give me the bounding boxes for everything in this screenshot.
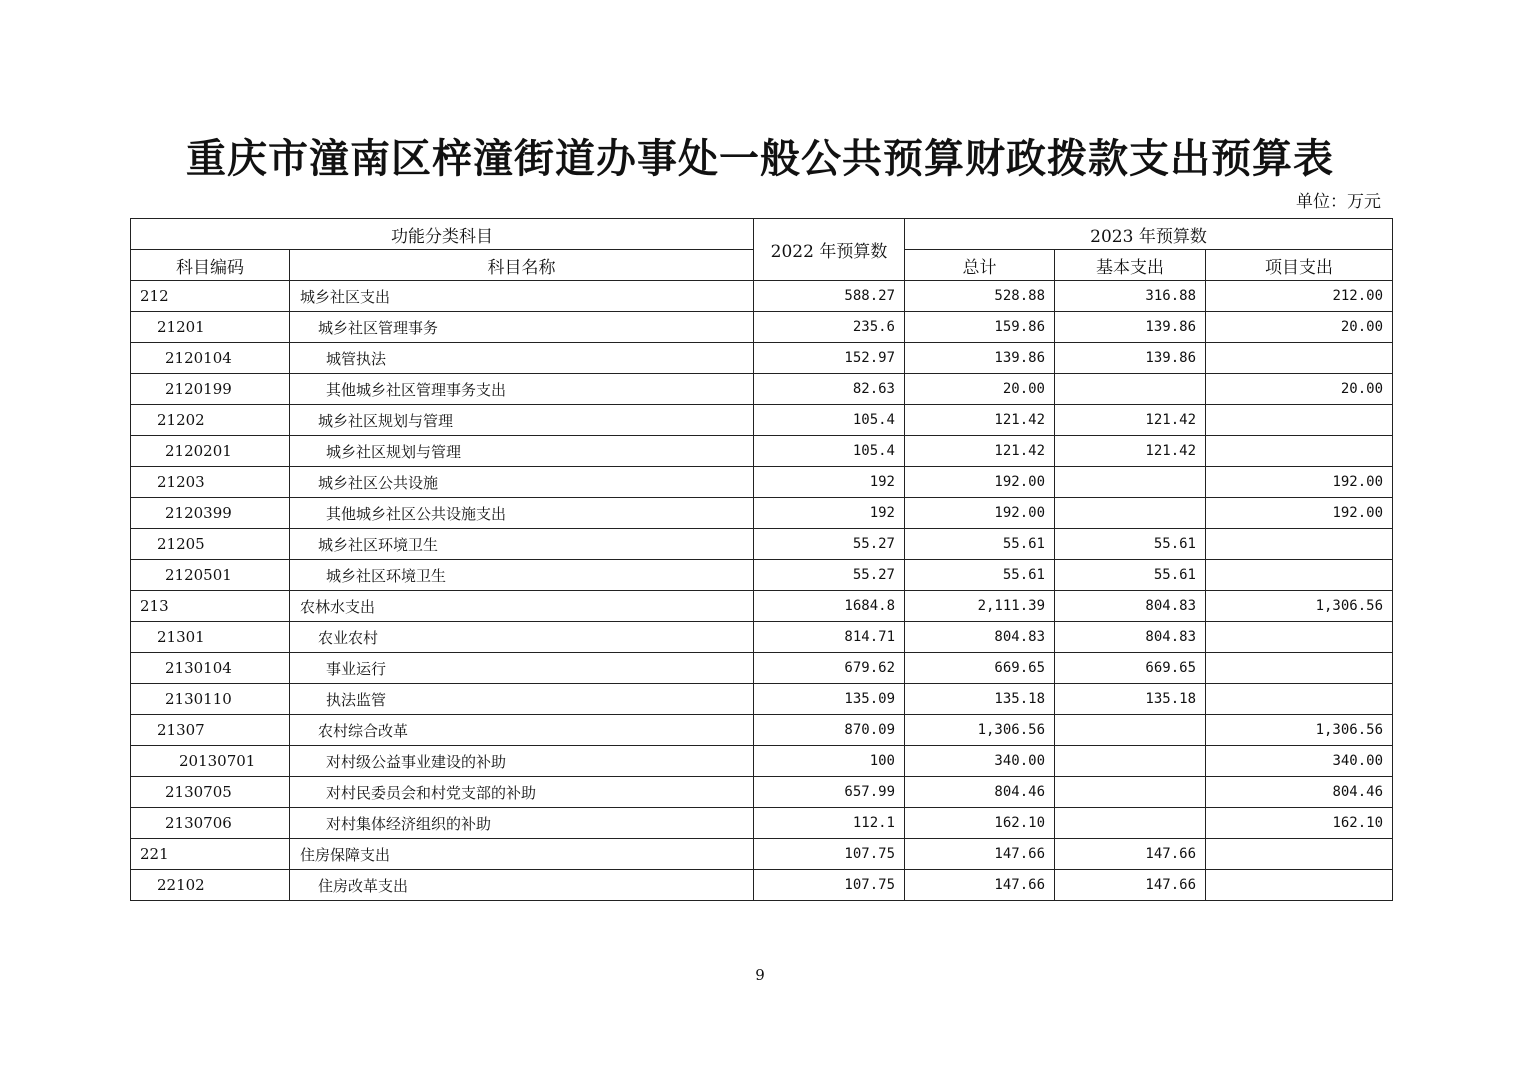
row-total: 340.00: [905, 746, 1055, 777]
header-basic: 基本支出: [1055, 250, 1206, 281]
row-name: 事业运行: [290, 653, 754, 684]
table-row: [131, 591, 1393, 622]
row-project: [1206, 560, 1393, 591]
row-2022: 107.75: [754, 839, 905, 870]
row-project: 20.00: [1206, 374, 1393, 405]
row-code: 2130104: [131, 653, 290, 684]
row-name: 城乡社区规划与管理: [290, 405, 754, 436]
table-row: [131, 529, 1393, 560]
row-2022: 100: [754, 746, 905, 777]
row-name: 其他城乡社区管理事务支出: [290, 374, 754, 405]
table-row: [131, 498, 1393, 529]
table-row: [131, 281, 1393, 312]
table-row: [131, 405, 1393, 436]
row-2022: 657.99: [754, 777, 905, 808]
page-title: 重庆市潼南区梓潼街道办事处一般公共预算财政拨款支出预算表: [186, 135, 1334, 182]
row-2022: 192: [754, 467, 905, 498]
table-row: [131, 622, 1393, 653]
table-row: [131, 312, 1393, 343]
row-basic: 121.42: [1055, 436, 1206, 467]
row-2022: 55.27: [754, 529, 905, 560]
row-project: [1206, 436, 1393, 467]
table-row: [131, 746, 1393, 777]
row-basic: [1055, 498, 1206, 529]
row-2022: 1684.8: [754, 591, 905, 622]
table-row: [131, 436, 1393, 467]
header-func-class: 功能分类科目: [131, 219, 754, 250]
budget-table: [130, 218, 1393, 901]
row-code: 221: [131, 839, 290, 870]
row-code: 2130706: [131, 808, 290, 839]
row-basic: [1055, 777, 1206, 808]
row-2022: 105.4: [754, 405, 905, 436]
row-basic: 55.61: [1055, 560, 1206, 591]
row-name: 城乡社区公共设施: [290, 467, 754, 498]
row-project: 804.46: [1206, 777, 1393, 808]
row-project: 340.00: [1206, 746, 1393, 777]
row-total: 55.61: [905, 560, 1055, 591]
row-code: 2120199: [131, 374, 290, 405]
row-2022: 82.63: [754, 374, 905, 405]
row-2022: 870.09: [754, 715, 905, 746]
row-code: 21205: [131, 529, 290, 560]
unit-label: 单位：万元: [1296, 192, 1381, 212]
row-total: 121.42: [905, 436, 1055, 467]
row-total: 804.83: [905, 622, 1055, 653]
row-name: 城乡社区环境卫生: [290, 560, 754, 591]
row-total: 147.66: [905, 839, 1055, 870]
row-basic: 804.83: [1055, 622, 1206, 653]
row-name: 城乡社区环境卫生: [290, 529, 754, 560]
row-total: 121.42: [905, 405, 1055, 436]
row-name: 农业农村: [290, 622, 754, 653]
row-project: 1,306.56: [1206, 591, 1393, 622]
row-code: 2120104: [131, 343, 290, 374]
row-basic: 316.88: [1055, 281, 1206, 312]
row-project: [1206, 839, 1393, 870]
row-name: 城乡社区管理事务: [290, 312, 754, 343]
row-name: 农村综合改革: [290, 715, 754, 746]
row-2022: 814.71: [754, 622, 905, 653]
row-2022: 192: [754, 498, 905, 529]
row-project: 1,306.56: [1206, 715, 1393, 746]
row-total: 55.61: [905, 529, 1055, 560]
row-name: 农林水支出: [290, 591, 754, 622]
row-code: 21301: [131, 622, 290, 653]
row-total: 147.66: [905, 870, 1055, 901]
row-name: 城管执法: [290, 343, 754, 374]
row-code: 21202: [131, 405, 290, 436]
table-row: [131, 839, 1393, 870]
row-total: 1,306.56: [905, 715, 1055, 746]
table-row: [131, 653, 1393, 684]
row-project: [1206, 653, 1393, 684]
row-name: 城乡社区规划与管理: [290, 436, 754, 467]
header-name: 科目名称: [290, 250, 754, 281]
row-2022: 107.75: [754, 870, 905, 901]
row-name: 其他城乡社区公共设施支出: [290, 498, 754, 529]
header-project: 项目支出: [1206, 250, 1393, 281]
row-project: 192.00: [1206, 467, 1393, 498]
row-name: 对村集体经济组织的补助: [290, 808, 754, 839]
row-project: [1206, 343, 1393, 374]
row-project: 212.00: [1206, 281, 1393, 312]
row-code: 21203: [131, 467, 290, 498]
row-total: 192.00: [905, 498, 1055, 529]
header-code: 科目编码: [131, 250, 290, 281]
row-code: 2130110: [131, 684, 290, 715]
row-basic: 135.18: [1055, 684, 1206, 715]
row-basic: 121.42: [1055, 405, 1206, 436]
table-row: [131, 715, 1393, 746]
row-name: 对村民委员会和村党支部的补助: [290, 777, 754, 808]
row-basic: [1055, 746, 1206, 777]
row-code: 22102: [131, 870, 290, 901]
header-budget-2023: 2023 年预算数: [905, 219, 1393, 250]
row-name: 对村级公益事业建设的补助: [290, 746, 754, 777]
row-code: 21201: [131, 312, 290, 343]
row-code: 2120399: [131, 498, 290, 529]
row-total: 162.10: [905, 808, 1055, 839]
row-basic: 139.86: [1055, 343, 1206, 374]
row-total: 528.88: [905, 281, 1055, 312]
row-2022: 679.62: [754, 653, 905, 684]
table-row: [131, 684, 1393, 715]
row-basic: 804.83: [1055, 591, 1206, 622]
row-2022: 152.97: [754, 343, 905, 374]
row-total: 20.00: [905, 374, 1055, 405]
row-code: 212: [131, 281, 290, 312]
table-row: [131, 870, 1393, 901]
table-row: [131, 777, 1393, 808]
row-code: 2120201: [131, 436, 290, 467]
row-2022: 135.09: [754, 684, 905, 715]
table-row: [131, 808, 1393, 839]
row-total: 2,111.39: [905, 591, 1055, 622]
row-2022: 112.1: [754, 808, 905, 839]
row-project: [1206, 529, 1393, 560]
row-code: 20130701: [131, 746, 290, 777]
row-total: 192.00: [905, 467, 1055, 498]
row-2022: 588.27: [754, 281, 905, 312]
row-2022: 105.4: [754, 436, 905, 467]
row-name: 住房保障支出: [290, 839, 754, 870]
row-name: 城乡社区支出: [290, 281, 754, 312]
row-code: 2120501: [131, 560, 290, 591]
row-project: 192.00: [1206, 498, 1393, 529]
row-project: 20.00: [1206, 312, 1393, 343]
row-total: 669.65: [905, 653, 1055, 684]
row-total: 159.86: [905, 312, 1055, 343]
row-project: [1206, 622, 1393, 653]
row-basic: 669.65: [1055, 653, 1206, 684]
row-basic: [1055, 374, 1206, 405]
row-name: 执法监管: [290, 684, 754, 715]
row-basic: 147.66: [1055, 870, 1206, 901]
row-total: 139.86: [905, 343, 1055, 374]
page-number: 9: [755, 966, 765, 984]
row-basic: 147.66: [1055, 839, 1206, 870]
header-budget-2022: 2022 年预算数: [754, 219, 905, 281]
header-total: 总计: [905, 250, 1055, 281]
row-code: 2130705: [131, 777, 290, 808]
row-2022: 55.27: [754, 560, 905, 591]
row-basic: [1055, 808, 1206, 839]
table-row: [131, 467, 1393, 498]
table-row: [131, 343, 1393, 374]
row-code: 21307: [131, 715, 290, 746]
row-basic: 55.61: [1055, 529, 1206, 560]
row-basic: [1055, 715, 1206, 746]
row-project: [1206, 684, 1393, 715]
row-project: [1206, 405, 1393, 436]
row-project: 162.10: [1206, 808, 1393, 839]
row-2022: 235.6: [754, 312, 905, 343]
row-project: [1206, 870, 1393, 901]
table-row: [131, 560, 1393, 591]
row-total: 135.18: [905, 684, 1055, 715]
row-basic: [1055, 467, 1206, 498]
row-basic: 139.86: [1055, 312, 1206, 343]
row-name: 住房改革支出: [290, 870, 754, 901]
row-total: 804.46: [905, 777, 1055, 808]
row-code: 213: [131, 591, 290, 622]
table-row: [131, 374, 1393, 405]
